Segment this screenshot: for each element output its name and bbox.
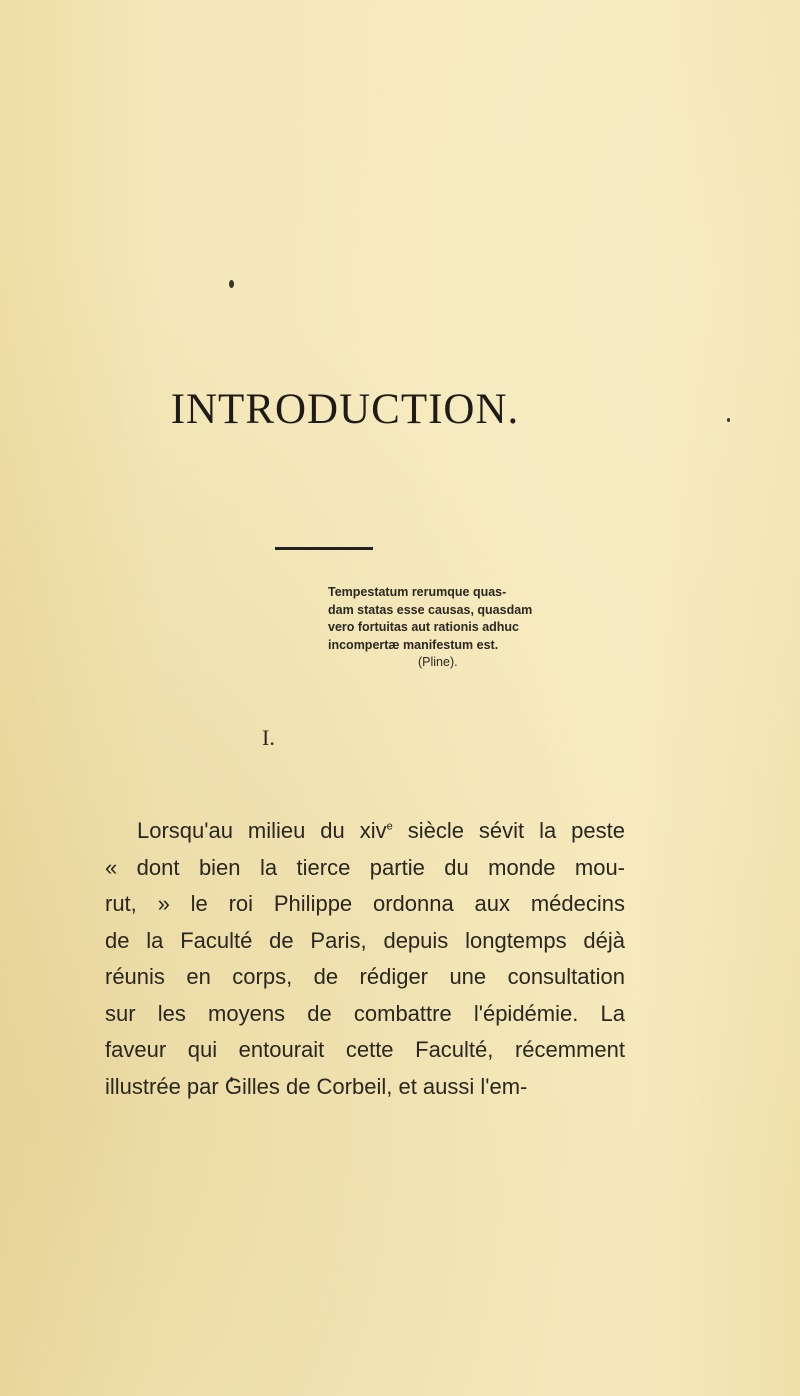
section-number: I. <box>262 725 275 750</box>
epigraph-line: dam statas esse causas, quasdam <box>328 602 533 617</box>
page-title: INTRODUCTION. <box>170 386 520 433</box>
divider-rule <box>275 547 373 550</box>
body-paragraph <box>105 813 625 1105</box>
paragraph-line: illustrée par Gilles de Corbeil, et aussi l'em- <box>105 1073 528 1099</box>
epigraph-source: (Pline). <box>418 655 458 669</box>
paragraph-line: « dont bien la tierce partie du monde mou- <box>105 854 625 880</box>
century-superscript: e <box>386 820 393 833</box>
epigraph-line: Tempestatum rerumque quas- <box>328 585 507 599</box>
paragraph-line: de la Faculté de Paris, depuis longtemps déjà <box>105 927 625 953</box>
paragraph-line: réunis en corps, de rédiger une consultation <box>105 964 625 989</box>
paragraph-line: sur les moyens de combattre l'épidémie. La <box>105 1000 625 1026</box>
epigraph-line: vero fortuitas aut rationis adhuc <box>328 620 520 634</box>
paragraph-line: rut, » le roi Philippe ordonna aux médecins <box>105 891 625 916</box>
paragraph-line-end: siècle sévit la peste <box>392 818 625 843</box>
epigraph <box>328 584 588 672</box>
paragraph-line: faveur qui entourait cette Faculté, récemment <box>105 1037 625 1062</box>
paragraph-line-start: Lorsqu'au milieu du xiv <box>137 818 387 843</box>
ink-speck <box>229 280 234 288</box>
epigraph-line: incompertæ manifestum est. <box>328 637 499 652</box>
paragraph-line <box>105 813 625 850</box>
